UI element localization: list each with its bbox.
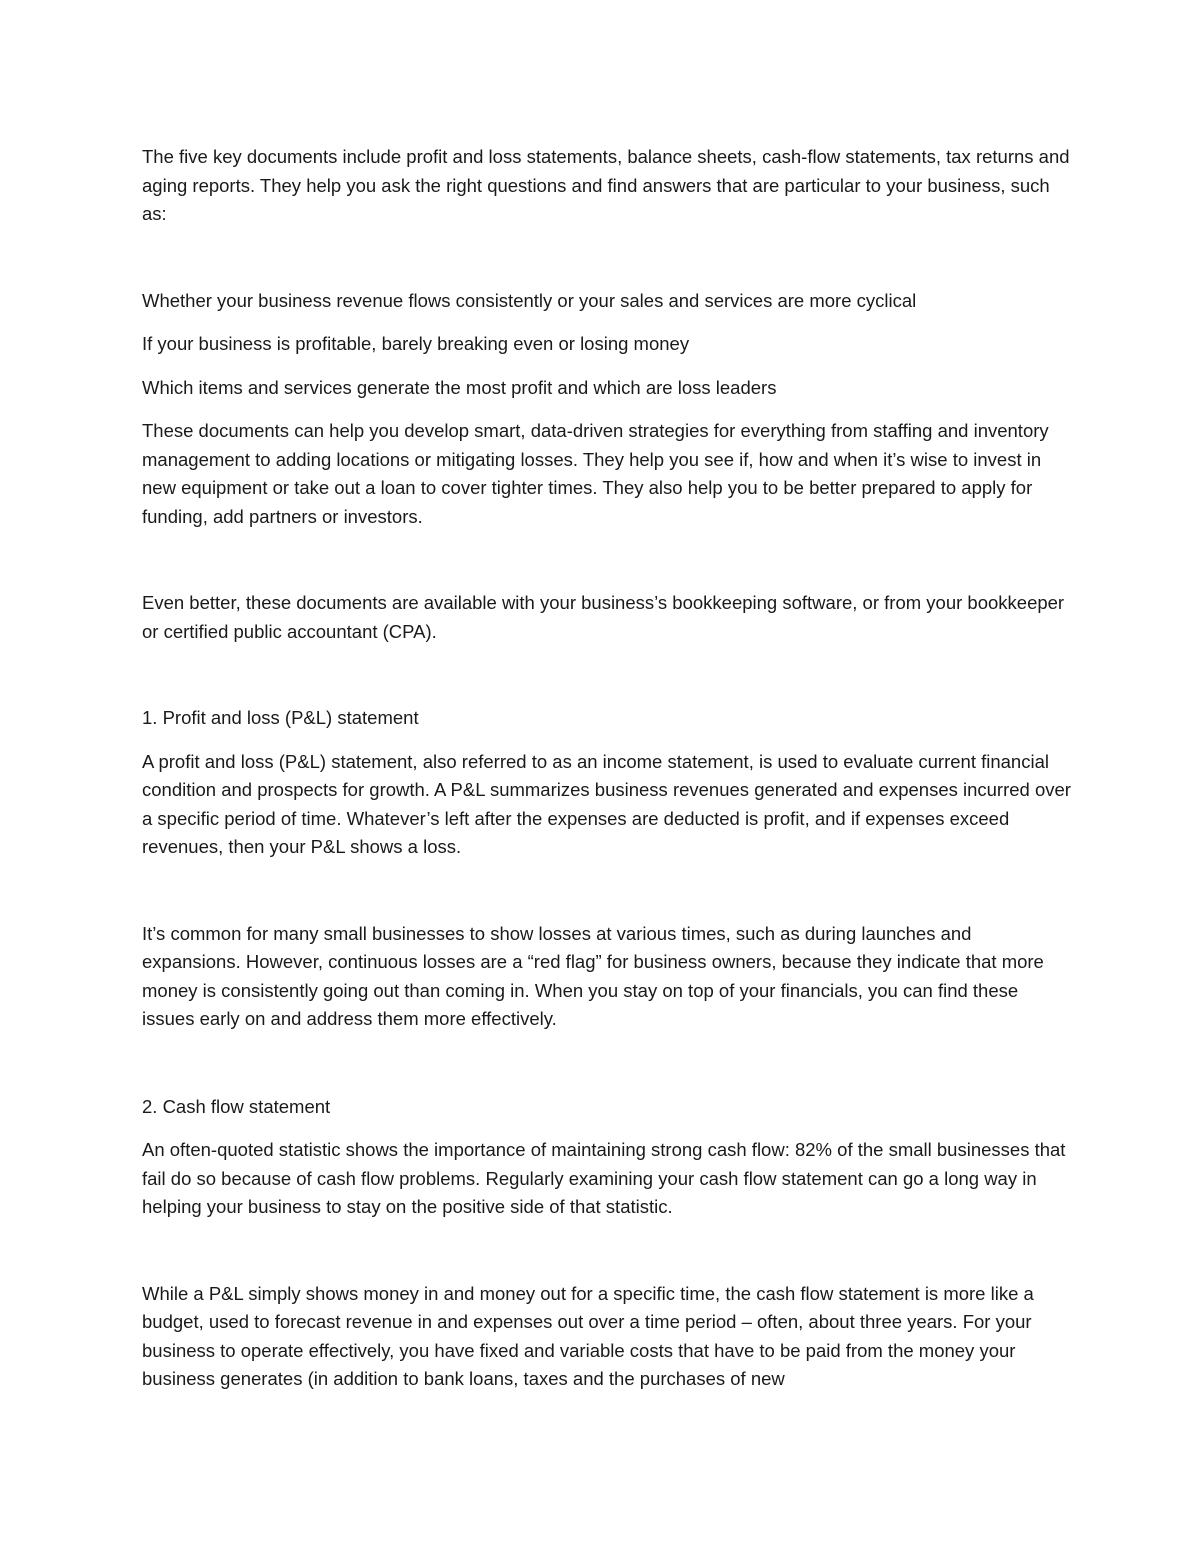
- list-item-profit-items: Which items and services generate the most profit and which are loss leaders: [142, 376, 777, 398]
- section-heading-profit-loss: 1. Profit and loss (P&L) statement: [142, 707, 419, 728]
- list-item-revenue-flow: Whether your business revenue flows consistently or your sales and services are more cyclical: [142, 289, 917, 311]
- strategies-paragraph: These documents can help you develop smart, data-driven strategies for everything from staffing and inventory management to adding locations or mitigating losses. They help you see if, how and when it’s wise to invest in new equipment or take out a loan to cover tighter times. They also help you to be better prepared to apply for funding, add partners or investors.: [142, 420, 1049, 527]
- document-body: [142, 143, 1072, 1394]
- section-heading-cash-flow: 2. Cash flow statement: [142, 1095, 331, 1117]
- profit-loss-paragraph: A profit and loss (P&L) statement, also referred to as an income statement, is used to evaluate current financial condition and prospects for growth. A P&L summarizes business revenues generated and expenses incurred over a specific period of time. Whatever’s left after the expenses are deducted is profit, and if expenses exceed revenues, then your P&L shows a loss.: [142, 750, 1071, 857]
- cash-flow-budget-paragraph: While a P&L simply shows money in and money out for a specific time, the cash flow statement is more like a budget, used to forecast revenue in and expenses out over a time period – often, about three years. For your business to operate effectively, you have fixed and variable costs that have to be paid from the money your business generates (in addition to bank loans, taxes and the purchases of new: [142, 1282, 1034, 1389]
- list-item-profitability: If your business is profitable, barely breaking even or losing money: [142, 333, 690, 354]
- losses-paragraph: It’s common for many small businesses to show losses at various times, such as during launches and expansions. However, continuous losses are a “red flag” for business owners, because they indicate that more money is consistently going out than coming in. When you stay on top of your financials, you can find these issues early on and address them more effectively.: [142, 922, 1044, 1029]
- intro-paragraph: The five key documents include profit and loss statements, balance sheets, cash-flow statements, tax returns and aging reports. They help you ask the right questions and find answers that are particular to your business, such as:: [142, 146, 1070, 224]
- availability-paragraph: Even better, these documents are available with your business’s bookkeeping software, or from your bookkeeper or certified public accountant (CPA).: [142, 592, 1065, 642]
- cash-flow-statistic-paragraph: An often-quoted statistic shows the importance of maintaining strong cash flow: 82% of the small businesses that fail do so because of cash flow problems. Regularly examining your cash flow statement can go a long way in helping your business to stay on the positive side of that statistic.: [142, 1139, 1066, 1217]
